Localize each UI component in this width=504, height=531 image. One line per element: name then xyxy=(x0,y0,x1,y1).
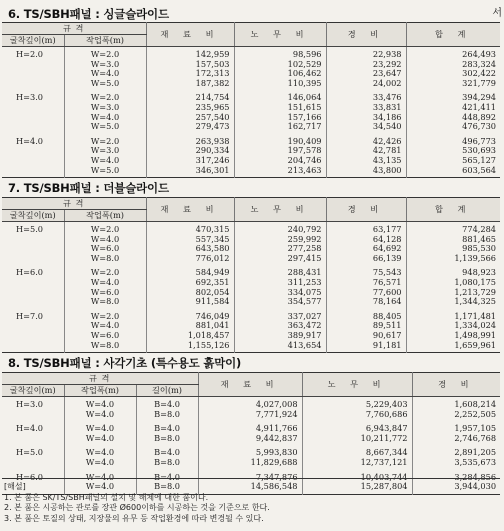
mat-cell: 7,771,924 xyxy=(198,410,302,422)
exp-cell: 22,938 xyxy=(326,47,406,60)
depth-cell xyxy=(2,434,64,446)
total-cell: 448,892 xyxy=(462,111,497,122)
total-header: 합 계 xyxy=(406,198,500,222)
mat-cell: 346,301 xyxy=(146,166,234,178)
exp-cell: 43,135 xyxy=(326,156,406,166)
total-header: 합 계 xyxy=(406,23,500,47)
depth-header: 굴착깊이(m) xyxy=(2,35,64,47)
b-cell: B=8.0 xyxy=(136,458,198,470)
exp-cell: 2,252,505 xyxy=(454,408,497,419)
w-cell: W=4.0 xyxy=(64,278,146,288)
width-header: 작업폭(m) xyxy=(64,35,146,47)
depth-cell: H=2.0 xyxy=(2,47,64,60)
w-cell: W=6.0 xyxy=(64,331,146,341)
total-cell: 1,498,991 xyxy=(454,329,497,340)
w-cell: W=4.0 xyxy=(64,458,136,470)
exp-cell: 76,571 xyxy=(326,278,406,288)
total-cell: 1,659,961 xyxy=(454,339,497,350)
labor-cell: 110,395 xyxy=(234,79,326,91)
mat-cell: 746,049 xyxy=(146,309,234,322)
spec-header: 규 격 xyxy=(2,198,146,210)
depth-cell xyxy=(2,288,64,298)
depth-cell: H=4.0 xyxy=(2,421,64,434)
total-cell: 1,139,566 xyxy=(454,252,497,263)
mat-cell: 4,911,766 xyxy=(198,421,302,434)
width-header: 작업폭(m) xyxy=(64,385,136,397)
labor-cell: 277,258 xyxy=(234,244,326,254)
w-cell: W=4.0 xyxy=(64,235,146,245)
depth-cell xyxy=(2,113,64,123)
w-cell: W=4.0 xyxy=(64,410,136,422)
total-cell: 476,730 xyxy=(462,121,497,132)
b-cell: B=4.0 xyxy=(136,445,198,458)
w-cell: W=4.0 xyxy=(64,421,136,434)
table-row xyxy=(2,134,500,147)
mat-cell: 14,586,548 xyxy=(198,482,302,494)
labor-cell: 10,211,772 xyxy=(302,434,412,446)
depth-cell: H=3.0 xyxy=(2,90,64,103)
table-row xyxy=(2,265,500,278)
table-row xyxy=(2,341,500,353)
table-row xyxy=(2,60,500,70)
labor-cell: 363,472 xyxy=(234,321,326,331)
w-cell: W=4.0 xyxy=(64,470,136,483)
note-item: 3. 본 품은 토질의 상태, 지장물의 유무 등 작업환경에 따라 변경될 수 있다. xyxy=(4,513,264,523)
mat-cell: 1,155,126 xyxy=(146,341,234,353)
mat-cell: 290,334 xyxy=(146,146,234,156)
w-cell: W=2.0 xyxy=(64,47,146,60)
notes-block xyxy=(4,482,499,524)
table-row xyxy=(2,166,500,178)
b-cell: B=4.0 xyxy=(136,470,198,483)
mat-cell: 4,027,008 xyxy=(198,397,302,410)
exp-cell: 42,781 xyxy=(326,146,406,156)
labor-cell: 240,792 xyxy=(234,222,326,235)
b-cell: B=4.0 xyxy=(136,397,198,410)
exp-cell: 3,535,673 xyxy=(454,456,497,467)
expense-header: 경 비 xyxy=(412,373,500,397)
total-cell: 948,923 xyxy=(462,267,497,278)
exp-cell: 66,139 xyxy=(326,254,406,266)
expense-header: 경 비 xyxy=(326,23,406,47)
exp-cell: 24,002 xyxy=(326,79,406,91)
exp-cell: 75,543 xyxy=(326,265,406,278)
depth-cell xyxy=(2,60,64,70)
depth-cell xyxy=(2,458,64,470)
exp-cell: 88,405 xyxy=(326,309,406,322)
total-cell: 603,564 xyxy=(462,164,497,175)
total-cell: 302,422 xyxy=(462,68,497,79)
section-6-title: 6. TS/SBH패널 : 싱글슬라이드 xyxy=(8,7,169,21)
exp-cell: 64,128 xyxy=(326,235,406,245)
mat-cell: 557,345 xyxy=(146,235,234,245)
labor-cost-header: 노 무 비 xyxy=(234,23,326,47)
depth-cell: H=5.0 xyxy=(2,222,64,235)
labor-cell: 6,943,847 xyxy=(302,421,412,434)
exp-cell: 34,540 xyxy=(326,122,406,134)
w-cell: W=4.0 xyxy=(64,445,136,458)
depth-cell xyxy=(2,166,64,178)
depth-cell: H=6.0 xyxy=(2,470,64,483)
depth-cell xyxy=(2,156,64,166)
depth-cell xyxy=(2,254,64,266)
depth-cell xyxy=(2,244,64,254)
material-cost-header: 재 료 비 xyxy=(146,198,234,222)
depth-cell: H=6.0 xyxy=(2,265,64,278)
w-cell: W=4.0 xyxy=(64,434,136,446)
table-row xyxy=(2,410,500,422)
exp-cell: 89,511 xyxy=(326,321,406,331)
depth-header: 굴착깊이(m) xyxy=(2,385,64,397)
mat-cell: 263,938 xyxy=(146,134,234,147)
table-row xyxy=(2,79,500,91)
mat-cell: 802,054 xyxy=(146,288,234,298)
total-cell: 1,344,325 xyxy=(454,296,497,307)
labor-cell: 297,415 xyxy=(234,254,326,266)
exp-cell: 33,831 xyxy=(326,103,406,113)
labor-cell: 204,746 xyxy=(234,156,326,166)
w-cell: W=4.0 xyxy=(64,482,136,494)
exp-cell: 1,608,214 xyxy=(454,399,497,409)
spec-header: 규 격 xyxy=(2,23,146,35)
w-cell: W=2.0 xyxy=(64,90,146,103)
labor-cell: 151,615 xyxy=(234,103,326,113)
exp-cell: 64,692 xyxy=(326,244,406,254)
mat-cell: 279,473 xyxy=(146,122,234,134)
length-header: 길이(m) xyxy=(136,385,198,397)
square-foundation-table xyxy=(2,372,500,495)
w-cell: W=8.0 xyxy=(64,297,146,309)
spec-header: 규 격 xyxy=(2,373,198,385)
table-row xyxy=(2,47,500,60)
depth-cell xyxy=(2,278,64,288)
depth-cell xyxy=(2,341,64,353)
material-cost-header: 재 료 비 xyxy=(146,23,234,47)
w-cell: W=4.0 xyxy=(64,397,136,410)
w-cell: W=6.0 xyxy=(64,244,146,254)
total-cell: 394,294 xyxy=(462,92,497,103)
table-row xyxy=(2,156,500,166)
mat-cell: 257,540 xyxy=(146,113,234,123)
depth-cell xyxy=(2,103,64,113)
w-cell: W=4.0 xyxy=(64,156,146,166)
labor-cell: 5,229,403 xyxy=(302,397,412,410)
labor-cell: 337,027 xyxy=(234,309,326,322)
total-cell: 321,779 xyxy=(462,77,497,88)
exp-cell: 23,647 xyxy=(326,69,406,79)
mat-cell: 187,382 xyxy=(146,79,234,91)
w-cell: W=8.0 xyxy=(64,254,146,266)
mat-cell: 214,754 xyxy=(146,90,234,103)
width-header: 작업폭(m) xyxy=(64,210,146,222)
depth-cell xyxy=(2,321,64,331)
table-row xyxy=(2,331,500,341)
section-7-title: 7. TS/SBH패널 : 더블슬라이드 xyxy=(8,181,169,195)
w-cell: W=3.0 xyxy=(64,60,146,70)
w-cell: W=4.0 xyxy=(64,113,146,123)
labor-cell: 197,578 xyxy=(234,146,326,156)
depth-cell xyxy=(2,69,64,79)
mat-cell: 9,442,837 xyxy=(198,434,302,446)
w-cell: W=8.0 xyxy=(64,341,146,353)
exp-cell: 78,164 xyxy=(326,297,406,309)
total-cell: 264,493 xyxy=(462,49,497,59)
mat-cell: 643,580 xyxy=(146,244,234,254)
labor-cell: 102,529 xyxy=(234,60,326,70)
mat-cell: 881,041 xyxy=(146,321,234,331)
labor-cell: 334,075 xyxy=(234,288,326,298)
table-row xyxy=(2,222,500,235)
w-cell: W=5.0 xyxy=(64,166,146,178)
exp-cell: 34,186 xyxy=(326,113,406,123)
b-cell: B=4.0 xyxy=(136,421,198,434)
double-slide-table xyxy=(2,197,500,353)
labor-cell: 10,403,744 xyxy=(302,470,412,483)
table-row xyxy=(2,122,500,134)
depth-cell xyxy=(2,331,64,341)
table-row xyxy=(2,288,500,298)
exp-cell: 2,746,768 xyxy=(454,432,497,443)
depth-cell xyxy=(2,410,64,422)
labor-cell: 12,737,121 xyxy=(302,458,412,470)
table-row xyxy=(2,146,500,156)
labor-cell: 288,431 xyxy=(234,265,326,278)
labor-cell: 98,596 xyxy=(234,47,326,60)
exp-cell: 33,476 xyxy=(326,90,406,103)
table-row xyxy=(2,321,500,331)
exp-cell: 90,617 xyxy=(326,331,406,341)
labor-cell: 190,409 xyxy=(234,134,326,147)
w-cell: W=5.0 xyxy=(64,79,146,91)
notes-header: [해설] xyxy=(4,482,26,491)
exp-cell: 1,957,105 xyxy=(454,423,497,434)
labor-cell: 106,462 xyxy=(234,69,326,79)
labor-cell: 162,717 xyxy=(234,122,326,134)
labor-cell: 157,166 xyxy=(234,113,326,123)
b-cell: B=8.0 xyxy=(136,482,198,494)
table-row xyxy=(2,244,500,254)
table-body xyxy=(2,222,500,353)
table-row xyxy=(2,254,500,266)
w-cell: W=4.0 xyxy=(64,69,146,79)
w-cell: W=2.0 xyxy=(64,265,146,278)
mat-cell: 157,503 xyxy=(146,60,234,70)
w-cell: W=2.0 xyxy=(64,309,146,322)
w-cell: W=3.0 xyxy=(64,103,146,113)
depth-cell: H=4.0 xyxy=(2,134,64,147)
labor-cell: 8,667,344 xyxy=(302,445,412,458)
w-cell: W=3.0 xyxy=(64,146,146,156)
table-row xyxy=(2,397,500,410)
page-corner-text: 서 xyxy=(492,8,502,19)
table-row xyxy=(2,69,500,79)
w-cell: W=2.0 xyxy=(64,134,146,147)
labor-cell: 213,463 xyxy=(234,166,326,178)
labor-cell: 389,917 xyxy=(234,331,326,341)
depth-cell: H=5.0 xyxy=(2,445,64,458)
labor-cell: 146,064 xyxy=(234,90,326,103)
note-item: 2. 본 품은 시공하는 관로를 장관 Ø600이하를 시공하는 것을 기준으로 한다. xyxy=(4,503,270,512)
total-cell: 530,693 xyxy=(462,145,497,156)
w-cell: W=2.0 xyxy=(64,222,146,235)
depth-header: 굴착깊이(m) xyxy=(2,210,64,222)
table-row xyxy=(2,434,500,446)
table-body xyxy=(2,397,500,495)
exp-cell: 91,181 xyxy=(326,341,406,353)
table-row xyxy=(2,113,500,123)
total-cell: 283,324 xyxy=(462,58,497,69)
depth-cell: H=7.0 xyxy=(2,309,64,322)
mat-cell: 584,949 xyxy=(146,265,234,278)
table-row xyxy=(2,235,500,245)
exp-cell: 3,944,030 xyxy=(454,481,497,492)
b-cell: B=8.0 xyxy=(136,434,198,446)
exp-cell: 23,292 xyxy=(326,60,406,70)
section-8-title: 8. TS/SBH패널 : 사각기초 (특수용도 흙막이) xyxy=(8,356,242,370)
exp-cell: 2,891,205 xyxy=(454,447,497,458)
depth-cell xyxy=(2,79,64,91)
depth-cell xyxy=(2,122,64,134)
table-row xyxy=(2,458,500,470)
depth-cell: H=3.0 xyxy=(2,397,64,410)
table-row xyxy=(2,297,500,309)
labor-cell: 413,654 xyxy=(234,341,326,353)
total-cell: 1,080,175 xyxy=(454,276,497,287)
total-cell: 496,773 xyxy=(462,135,497,146)
note-item: 1. 본 품은 SK/TS/SBH패널의 설치 및 해체에 대한 품이다. xyxy=(4,492,209,502)
total-cell: 881,465 xyxy=(462,233,497,244)
table-row xyxy=(2,278,500,288)
total-cell: 1,213,729 xyxy=(454,286,497,297)
exp-cell: 3,284,856 xyxy=(454,471,497,482)
table-row xyxy=(2,421,500,434)
depth-cell xyxy=(2,146,64,156)
total-cell: 565,127 xyxy=(462,154,497,165)
labor-cost-header: 노 무 비 xyxy=(234,198,326,222)
exp-cell: 77,600 xyxy=(326,288,406,298)
table-row xyxy=(2,309,500,322)
exp-cell: 63,177 xyxy=(326,222,406,235)
exp-cell: 42,426 xyxy=(326,134,406,147)
mat-cell: 142,959 xyxy=(146,47,234,60)
mat-cell: 7,347,876 xyxy=(198,470,302,483)
table-body xyxy=(2,47,500,178)
w-cell: W=5.0 xyxy=(64,122,146,134)
mat-cell: 911,584 xyxy=(146,297,234,309)
mat-cell: 470,315 xyxy=(146,222,234,235)
w-cell: W=4.0 xyxy=(64,321,146,331)
mat-cell: 776,012 xyxy=(146,254,234,266)
mat-cell: 692,351 xyxy=(146,278,234,288)
mat-cell: 11,829,688 xyxy=(198,458,302,470)
mat-cell: 235,965 xyxy=(146,103,234,113)
total-cell: 774,284 xyxy=(462,224,497,234)
b-cell: B=8.0 xyxy=(136,410,198,422)
table-row xyxy=(2,103,500,113)
total-cell: 985,530 xyxy=(462,243,497,254)
mat-cell: 172,313 xyxy=(146,69,234,79)
single-slide-table xyxy=(2,22,500,178)
mat-cell: 317,246 xyxy=(146,156,234,166)
total-cell: 1,171,481 xyxy=(454,310,497,321)
depth-cell xyxy=(2,235,64,245)
table-row xyxy=(2,90,500,103)
labor-cell: 259,992 xyxy=(234,235,326,245)
w-cell: W=6.0 xyxy=(64,288,146,298)
labor-cell: 354,577 xyxy=(234,297,326,309)
notes-divider xyxy=(2,478,500,479)
labor-cost-header: 노 무 비 xyxy=(302,373,412,397)
exp-cell: 43,800 xyxy=(326,166,406,178)
labor-cell: 15,287,804 xyxy=(302,482,412,494)
depth-cell xyxy=(2,297,64,309)
total-cell: 421,411 xyxy=(462,101,497,112)
mat-cell: 5,993,830 xyxy=(198,445,302,458)
mat-cell: 1,018,457 xyxy=(146,331,234,341)
labor-cell: 311,253 xyxy=(234,278,326,288)
material-cost-header: 재 료 비 xyxy=(198,373,302,397)
total-cell: 1,334,024 xyxy=(454,320,497,331)
expense-header: 경 비 xyxy=(326,198,406,222)
labor-cell: 7,760,686 xyxy=(302,410,412,422)
